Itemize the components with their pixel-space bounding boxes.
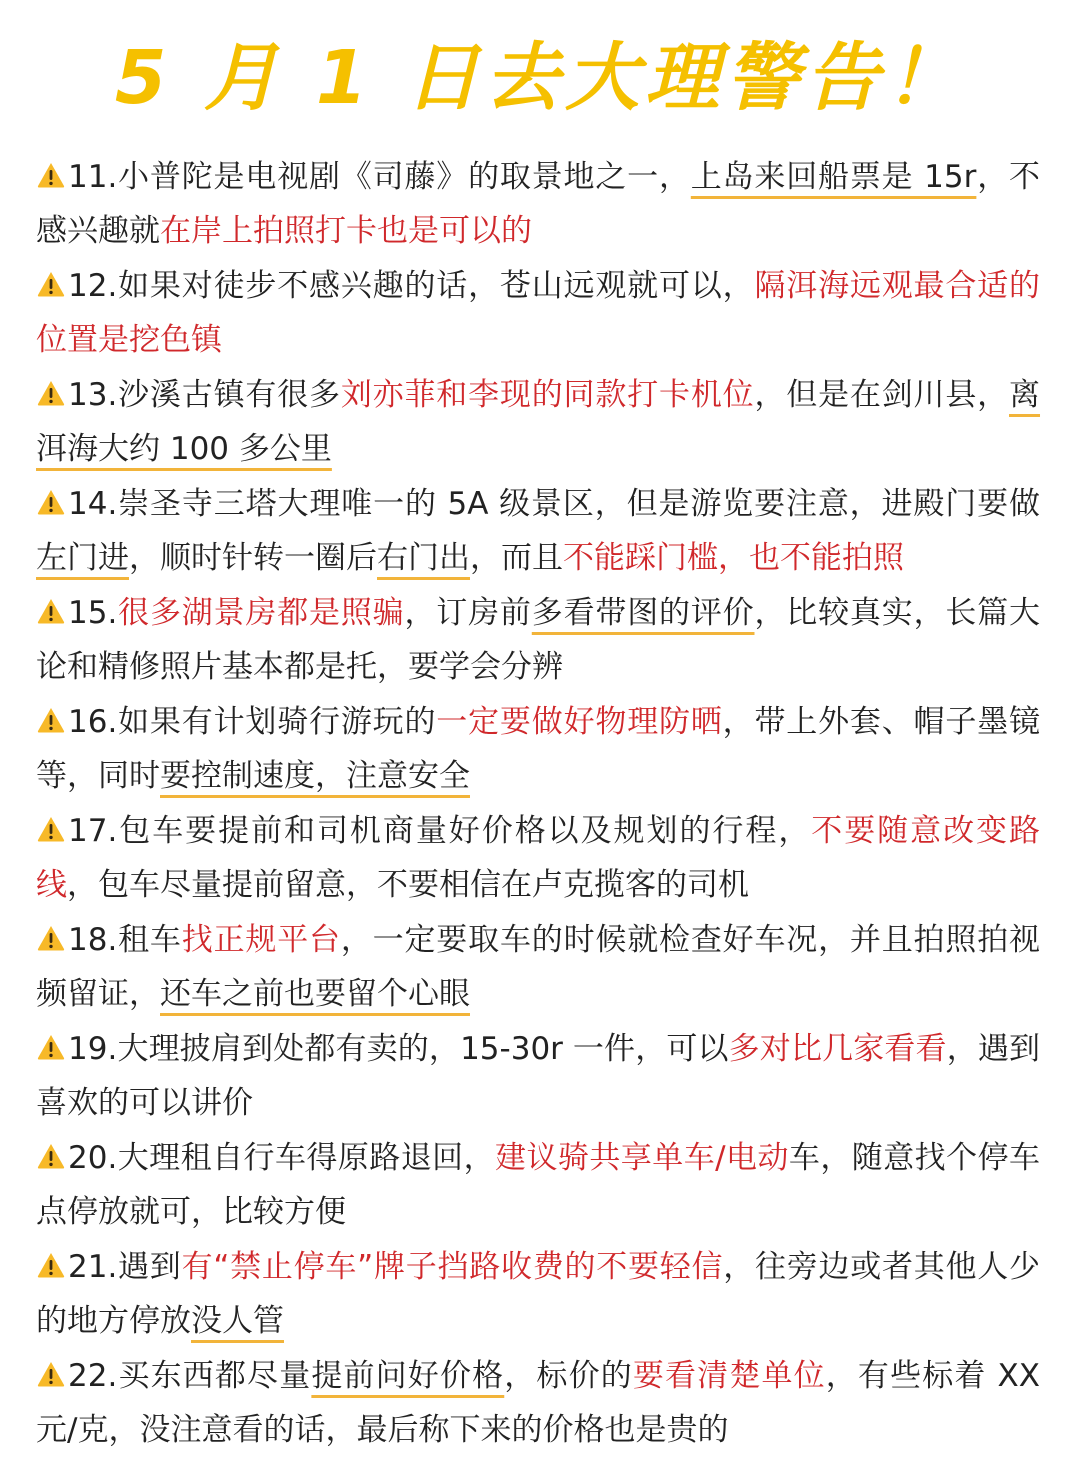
tip-text: 13.沙溪古镇有很多 [68, 377, 341, 413]
underlined-text: 上岛来回船票是 15r [690, 159, 977, 195]
tip-text: 17.包车要提前和司机商量好价格以及规划的行程， [68, 813, 812, 849]
highlight-text: 有“禁止停车”牌子挡路收费的不要轻信 [181, 1249, 724, 1285]
tip-text: 16.如果有计划骑行游玩的 [68, 704, 437, 740]
highlight-text: 隔洱海远观最合适的位置是挖色镇 [36, 268, 1040, 358]
tip-text: ，标价的 [504, 1358, 633, 1394]
underlined-text: 多看带图的评价 [531, 595, 755, 631]
highlight-text: 要看清楚单位 [632, 1358, 826, 1394]
tip-item [36, 1349, 1040, 1457]
tip-item [36, 695, 1040, 803]
page-title: 5 月 1 日去大理警告！ [114, 35, 966, 121]
highlight-text: 不要随意改变路线 [36, 813, 1040, 903]
tips-list [36, 150, 1040, 1458]
underlined-text: 离洱海大约 100 多公里 [36, 377, 1041, 467]
tip-item [36, 1022, 1040, 1130]
tip-text: ，但是在剑川县， [754, 377, 1010, 413]
tip-text: 19.大理披肩到处都有卖的，15-30r 一件，可以 [68, 1031, 729, 1067]
warning-icon [36, 1359, 66, 1389]
warning-icon [36, 814, 66, 844]
tip-text: ，顺时针转一圈后 [129, 540, 377, 576]
warning-icon [36, 160, 66, 190]
tip-text: ，带上外套、帽子墨镜等，同时 [36, 704, 1041, 794]
highlight-text: 建议骑共享单车/电动 [495, 1140, 789, 1176]
highlight-text: 刘亦菲和李现的同款打卡机位 [340, 377, 755, 413]
underlined-text: 左门进 [36, 540, 129, 576]
warning-icon [36, 1250, 66, 1280]
tip-item [36, 586, 1040, 694]
warning-icon [36, 1032, 66, 1062]
warning-icon [36, 923, 66, 953]
warning-icon [36, 596, 66, 626]
tip-text: ，遇到喜欢的可以讲价 [36, 1031, 1041, 1121]
tip-text: 12.如果对徒步不感兴趣的话，苍山远观就可以， [68, 268, 755, 304]
tip-text: ，一定要取车的时候就检查好车况，并且拍照拍视频留证， [36, 922, 1041, 1012]
tip-text: ，比较真实，长篇大论和精修照片基本都是托，要学会分辨 [36, 595, 1041, 685]
highlight-text: 一定要做好物理防晒 [436, 704, 723, 740]
tip-text: 14.崇圣寺三塔大理唯一的 5A 级景区，但是游览要注意，进殿门要做 [68, 486, 1040, 522]
tip-item [36, 804, 1040, 912]
warning-icon [36, 1141, 66, 1171]
underlined-text: 要控制速度，注意安全 [160, 758, 470, 794]
tip-text: 18.租车 [68, 922, 182, 958]
underlined-text: 右门出 [377, 540, 470, 576]
tip-text: 车，随意找个停车点停放就可，比较方便 [36, 1140, 1040, 1230]
underlined-text: 提前问好价格 [311, 1358, 505, 1394]
tip-text: 22.买东西都尽量 [68, 1358, 312, 1394]
warning-icon [36, 269, 66, 299]
tip-item [36, 368, 1040, 476]
warning-icon [36, 487, 66, 517]
tip-item [36, 913, 1040, 1021]
tip-text: 20.大理租自行车得原路退回， [68, 1140, 496, 1176]
underlined-text: 没人管 [191, 1303, 284, 1339]
tip-text: ，有些标着 XX 元/克，没注意看的话，最后称下来的价格也是贵的 [36, 1358, 1041, 1448]
underlined-text: 还车之前也要留个心眼 [160, 976, 470, 1012]
tip-item [36, 1240, 1040, 1348]
warning-icon [36, 378, 66, 408]
tip-text: ，订房前 [404, 595, 532, 631]
tip-item [36, 477, 1040, 585]
tip-item [36, 150, 1040, 258]
tip-text: 15. [68, 595, 118, 631]
highlight-text: 找正规平台 [181, 922, 341, 958]
highlight-text: 不能踩门槛，也不能拍照 [563, 540, 904, 576]
tip-item [36, 259, 1040, 367]
highlight-text: 多对比几家看看 [728, 1031, 947, 1067]
highlight-text: 在岸上拍照打卡也是可以的 [160, 213, 532, 249]
tip-text: 11.小普陀是电视剧《司藤》的取景地之一， [68, 159, 691, 195]
tip-text: ，往旁边或者其他人少的地方停放 [36, 1249, 1040, 1339]
tip-text: 21.遇到 [68, 1249, 182, 1285]
tip-text: ，包车尽量提前留意，不要相信在卢克揽客的司机 [67, 867, 749, 903]
tip-text: ，而且 [470, 540, 563, 576]
tip-text: ，不感兴趣就 [36, 159, 1041, 249]
warning-icon [36, 705, 66, 735]
tip-item [36, 1131, 1040, 1239]
highlight-text: 很多湖景房都是照骗 [117, 595, 405, 631]
